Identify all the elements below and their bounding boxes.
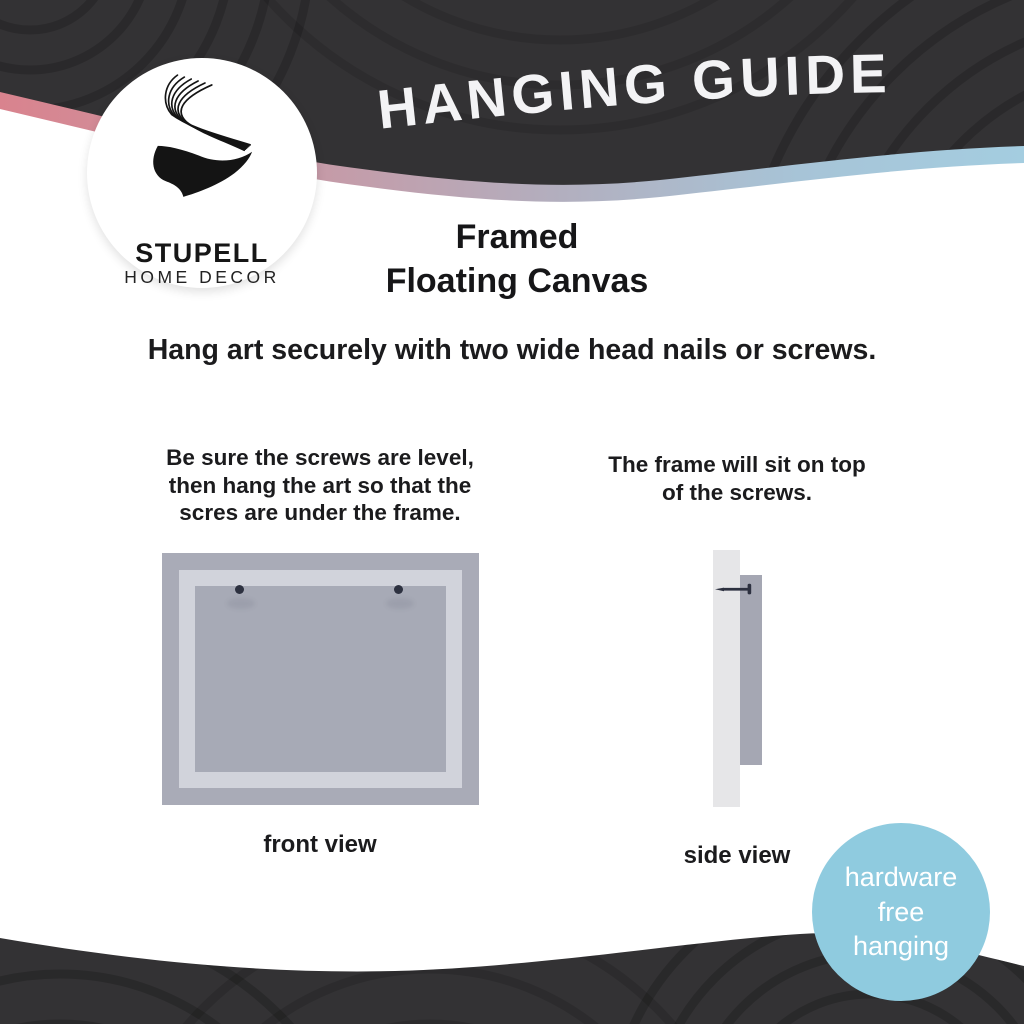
side-view-note bbox=[557, 451, 917, 506]
page-title: HANGING GUIDE bbox=[374, 42, 893, 141]
front-note-line2: then hang the art so that the bbox=[168, 472, 472, 498]
product-title-line2: Floating Canvas bbox=[385, 261, 649, 300]
instruction-text: Hang art securely with two wide head nails or screws. bbox=[147, 334, 877, 366]
screw-shadow-right bbox=[386, 598, 414, 609]
screw-dot-left-icon bbox=[235, 585, 244, 594]
screw-shadow-left bbox=[227, 598, 255, 609]
brand-name: STUPELL bbox=[135, 238, 269, 268]
front-view-caption: front view bbox=[263, 831, 377, 858]
product-title bbox=[317, 216, 717, 303]
badge-line1: hardware bbox=[844, 862, 958, 892]
side-view-caption: side view bbox=[683, 842, 791, 869]
side-note-line2: of the screws. bbox=[661, 479, 813, 505]
product-title-line1: Framed bbox=[455, 218, 579, 256]
nail-icon bbox=[714, 581, 754, 597]
front-view-note bbox=[120, 444, 520, 527]
front-note-line3: scres are under the frame. bbox=[179, 500, 461, 525]
stupell-s-swoosh-icon bbox=[148, 72, 256, 200]
front-note-line1: Be sure the screws are level, bbox=[166, 445, 474, 470]
front-view-canvas bbox=[195, 586, 446, 772]
screw-dot-right-icon bbox=[394, 585, 403, 594]
badge-line3: hanging bbox=[852, 931, 950, 961]
hardware-free-badge bbox=[812, 823, 990, 1001]
stupell-logo-badge bbox=[87, 58, 317, 288]
badge-line2: free bbox=[877, 896, 925, 927]
side-view-canvas-profile bbox=[740, 575, 762, 765]
brand-tagline: HOME DECOR bbox=[124, 267, 280, 287]
side-note-line1: The frame will sit on top bbox=[608, 452, 866, 477]
